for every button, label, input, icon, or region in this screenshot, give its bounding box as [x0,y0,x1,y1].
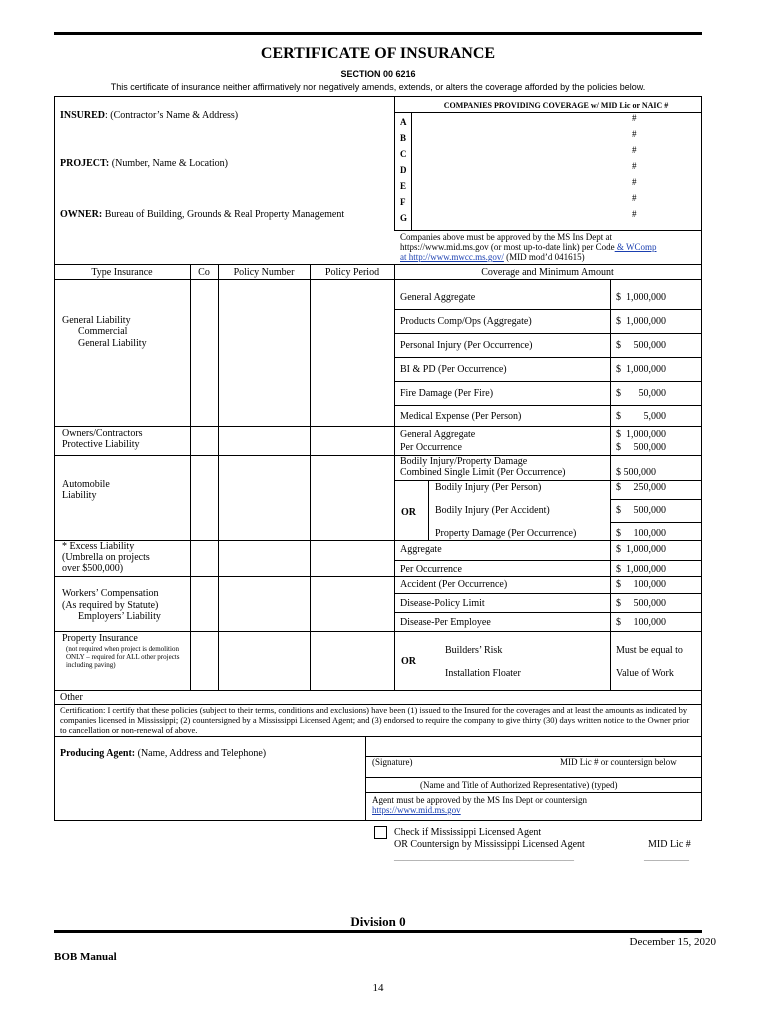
col-policy-period: Policy Period [324,267,380,278]
coverage-row-line [394,381,702,382]
coverage-row-line [394,333,702,334]
owner-value: Bureau of Building, Grounds & Real Property Management [102,209,345,220]
insured-label: INSURED [60,110,106,121]
coverage-row-line [394,560,702,561]
wc-type-2: (As required by Statute) [62,600,159,611]
agent-left-border [54,736,55,820]
coverage-amount: $ 1,000,000 [616,292,666,303]
coverage-amount: $ 1,000,000 [616,364,666,375]
company-number-field[interactable]: # [632,129,637,139]
disclaimer: This certificate of insurance neither affirmatively nor negatively amends, extends, or alters the coverage afforded by the policies below. [110,82,646,92]
coverage-row-line [394,357,702,358]
company-letter: C [400,149,407,159]
top-rule [54,32,702,35]
name-title-label[interactable]: (Name and Title of Authorized Representative) (typed) [420,780,618,790]
producing-agent-field[interactable] [60,748,266,760]
coverage-label: Products Comp/Ops (Aggregate) [400,316,532,327]
agent-divider [365,736,366,820]
agent-right-border [701,736,702,820]
owner-field [60,209,344,221]
name-title-bottom-line [365,792,702,793]
coverage-amount: $ 100,000 [616,528,666,539]
companies-left-border [394,96,395,230]
auto-bottom-line [54,540,702,541]
grid-divider-policy-period [310,264,311,690]
signature-bottom-line [365,777,702,778]
coverage-amount: $ 1,000,000 [616,544,666,555]
coverage-label: Bodily Injury (Per Accident) [435,505,550,516]
col-co: Co [198,267,210,278]
insured-hint: : (Contractor’s Name & Address) [105,110,239,121]
col-coverage: Coverage and Minimum Amount [481,267,614,278]
company-letter: G [400,213,408,223]
excess-type-3: over $500,000) [62,563,124,574]
mid-lic-blank[interactable]: __________ [644,852,689,862]
property-builders-risk: Builders’ Risk [445,645,503,656]
coverage-label: Accident (Per Occurrence) [400,579,508,590]
companies-note-2-text: https://www.mid.ms.gov (or most up-to-date link) per Code [400,242,615,252]
company-number-field[interactable]: # [632,209,637,219]
grid-divider-coverage [394,264,395,690]
producing-agent-hint: (Name, Address and Telephone) [135,748,267,759]
owner-label: OWNER: [60,209,103,220]
property-installation-floater: Installation Floater [445,668,521,679]
project-label: PROJECT: [60,158,110,169]
countersign-blank[interactable]: ________________________________________ [394,852,574,862]
page-title: CERTIFICATE OF INSURANCE [260,45,496,62]
coverage-label: Aggregate [400,544,442,555]
company-letter: E [400,181,407,191]
licensed-agent-mid: MID Lic # [648,839,691,850]
excess-bottom-line [54,576,702,577]
coverage-label: General Aggregate [400,292,476,303]
property-value-of-work: Value of Work [616,668,674,679]
col-type-insurance: Type Insurance [91,267,153,278]
table-left-border [54,96,55,736]
oc-type-1: Owners/Contractors [62,428,143,439]
grid-divider-co [190,264,191,690]
companies-row-line [394,112,702,113]
section-number: SECTION 00 6216 [340,69,416,79]
wc-bottom-line [54,631,702,632]
coverage-row-line [610,499,702,500]
coverage-row-line [394,309,702,310]
coverage-row-line [394,405,702,406]
project-hint: (Number, Name & Location) [109,158,228,169]
licensed-agent-line-1: Check if Mississippi Licensed Agent [394,827,542,838]
company-letter: D [400,165,407,175]
mwcc-link[interactable]: at http://www.mwcc.ms.gov/ [400,252,504,262]
producing-agent-label: Producing Agent: [60,748,136,759]
gl-bottom-line [54,426,702,427]
companies-note-3-text: (MID mod’d 041615) [503,252,585,262]
column-header-bottom [54,279,702,280]
licensed-agent-checkbox[interactable] [374,826,387,839]
footer-date: December 15, 2020 [629,936,716,948]
excess-type-2: (Umbrella on projects [62,552,150,563]
company-letter: F [400,197,406,207]
grid-divider-amount [610,279,611,690]
property-must-equal: Must be equal to [616,645,683,656]
company-number-field[interactable]: # [632,193,637,203]
coverage-amount: $ 100,000 [616,579,666,590]
company-number-field[interactable]: # [632,145,637,155]
footer-rule [54,930,702,933]
coverage-amount: $ 500,000 [616,598,666,609]
gl-type-3: General Liability [78,338,147,349]
division-label: Division 0 [350,914,406,929]
certification-bottom-line [54,736,702,737]
company-number-field[interactable]: # [632,113,637,123]
grid-divider-policy-number [218,264,219,690]
companies-note-1: Companies above must be approved by the MS Ins Dept at [400,232,612,242]
coverage-amount: $ 5,000 [616,411,666,422]
table-top-border [54,96,702,97]
oc-type-2: Protective Liability [62,439,140,450]
coverage-label: Disease-Policy Limit [400,598,485,609]
certification-text: Certification: I certify that these policies (subject to their terms, conditions and exclusions) have been (1) issued to the Insured for the coverages and at least the amounts as indicated by companies licensed in Mississippi; (2) countersigned by a Mississippi Licensed Agent; and (3) endorsed to require the company to give thirty (30) days written notice to the Owner prior to cancellation or non-renewal of above. [60,705,690,735]
col-policy-number: Policy Number [233,267,295,278]
auto-type-1: Automobile [62,479,110,490]
page-number: 14 [372,982,384,994]
signature-label[interactable]: (Signature) [372,757,413,767]
mid-link[interactable]: https://www.mid.ms.gov [372,805,461,815]
coverage-amount: $ 500,000 [616,340,666,351]
auto-or-divider [428,480,429,540]
other-label: Other [60,692,83,703]
company-number-field[interactable]: # [632,177,637,187]
auto-type-2: Liability [62,490,97,501]
table-right-border [701,96,702,736]
oc-bottom-line [54,455,702,456]
coverage-label: Per Occurrence [400,442,462,453]
coverage-label: Per Occurrence [400,564,462,575]
coverage-label: Bodily Injury (Per Person) [435,482,542,493]
gl-type-1: General Liability [62,315,131,326]
companies-note-3 [400,252,585,263]
coverage-row-line [610,522,702,523]
coverage-amount: $ 50,000 [616,388,666,399]
auto-csl-1: Bodily Injury/Property Damage [400,456,528,467]
company-number-field[interactable]: # [632,161,637,171]
footer-manual: BOB Manual [54,951,117,963]
coverage-label: Disease-Per Employee [400,617,491,628]
coverage-amount: $ 500,000 [616,442,666,453]
excess-type-1: * Excess Liability [62,541,135,552]
coverage-amount: $ 1,000,000 [616,564,666,575]
agent-bottom-line [54,820,702,821]
insured-field[interactable] [60,110,238,122]
coverage-label: Fire Damage (Per Fire) [400,388,494,399]
companies-letter-divider [411,112,412,230]
coverage-label: Property Damage (Per Occurrence) [435,528,577,539]
coverage-label: General Aggregate [400,429,476,440]
property-type-title: Property Insurance [62,633,138,644]
company-letter: B [400,133,407,143]
auto-csl-line [394,480,702,481]
coverage-label: Personal Injury (Per Occurrence) [400,340,533,351]
property-type-note: (not required when project is demolition ONLY – required for ALL other projects including paving) [66,645,180,669]
auto-csl-amount: $ 500,000 [616,467,656,478]
company-letter: A [400,117,407,127]
coverage-amount: $ 1,000,000 [616,316,666,327]
wc-type-1: Workers’ Compensation [62,588,159,599]
wc-type-3: Employers’ Liability [78,611,161,622]
coverage-amount: $ 1,000,000 [616,429,666,440]
auto-csl-2: Combined Single Limit (Per Occurrence) [400,467,566,478]
approval-note: Agent must be approved by the MS Ins Dept or countersign [372,795,587,805]
mid-lic-label: MID Lic # or countersign below [560,757,677,767]
companies-header: COMPANIES PROVIDING COVERAGE w/ MID Lic or NAIC # [443,101,669,110]
coverage-amount: $ 500,000 [616,505,666,516]
coverage-amount: $ 100,000 [616,617,666,628]
companies-bottom-line [394,230,702,231]
coverage-row-line [394,612,702,613]
coverage-label: Medical Expense (Per Person) [400,411,522,422]
column-header-top [54,264,702,265]
licensed-agent-line-2: OR Countersign by Mississippi Licensed Agent [394,839,585,850]
property-or: OR [401,656,416,667]
wcomp-link[interactable]: & WComp [614,242,657,252]
coverage-row-line [394,593,702,594]
auto-or: OR [401,507,416,518]
gl-type-2: Commercial [78,326,128,337]
coverage-amount: $ 250,000 [616,482,666,493]
project-field[interactable] [60,158,228,170]
property-bottom-line [54,690,702,691]
coverage-label: BI & PD (Per Occurrence) [400,364,507,375]
